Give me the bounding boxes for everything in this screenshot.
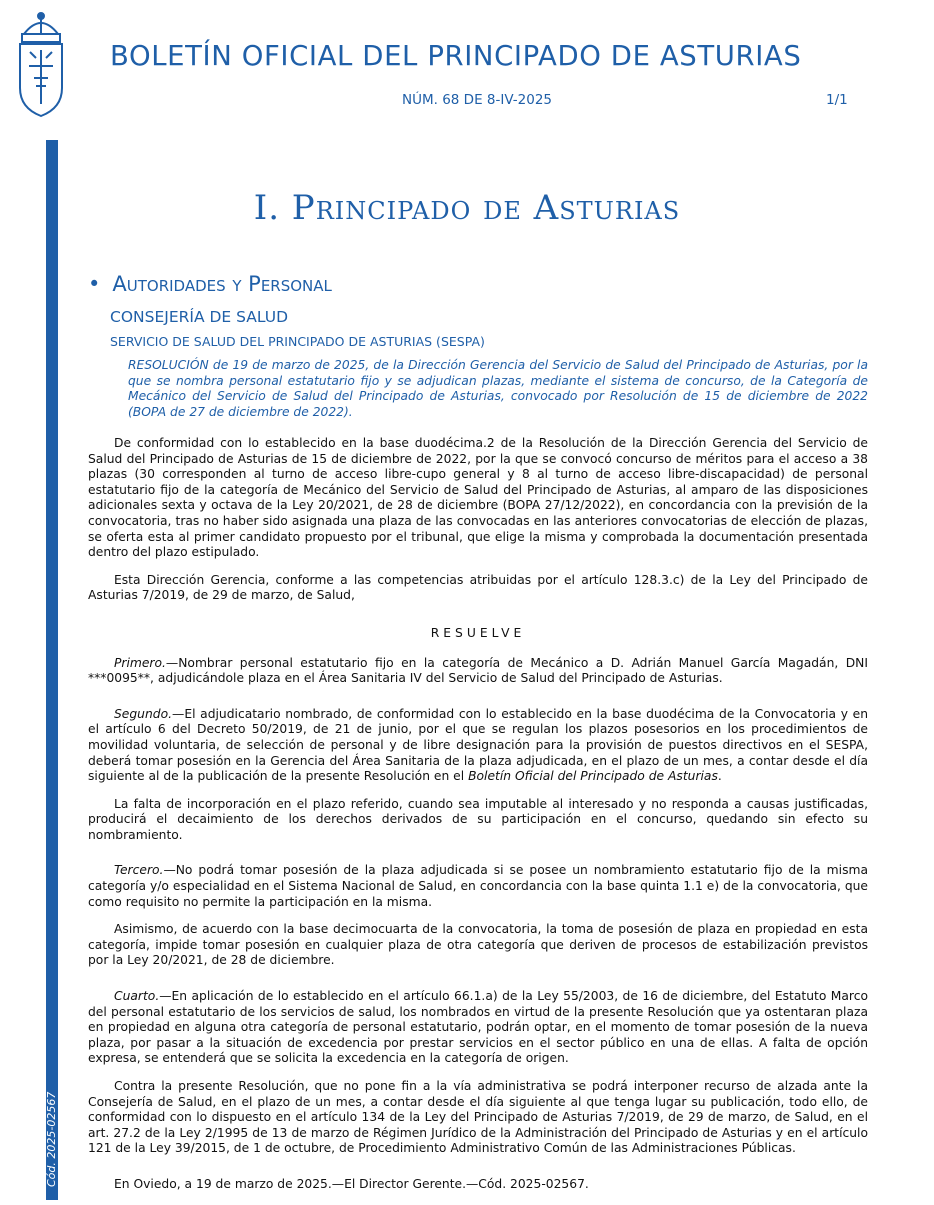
bulletin-masthead: BOLETÍN OFICIAL DEL PRINCIPADO DE ASTURIAS: [110, 40, 802, 72]
paragraph-primero: [88, 656, 868, 687]
paragraph-segundo: [88, 707, 868, 785]
document-body: [88, 436, 868, 1205]
journal-name: Boletín Oficial del Principado de Asturias: [468, 769, 718, 784]
side-band: [46, 140, 58, 1200]
primero-text: —Nombrar personal estatutario fijo en la categoría de Mecánico a D. Adrián Manuel García Magadán, DNI ***0095**, adjudicándole plaza en el Área Sanitaria IV del Servicio de Salud del Principado de Asturias.: [88, 655, 868, 686]
paragraph-cuarto: [88, 989, 868, 1067]
resolution-summary: RESOLUCIÓN de 19 de marzo de 2025, de la Dirección Gerencia del Servicio de Salud del Principado de Asturias, por la que se nombra personal estatutario fijo y se adjudican plazas, mediante el sistema de concurso, de la Categoría de Mecánico del Servicio de Salud del Principado de Asturias, convocado por Resolución de 15 de diciembre de 2022 (BOPA de 27 de diciembre de 2022).: [128, 358, 868, 420]
page-number: 1/1: [826, 92, 848, 108]
section-subheading: [88, 272, 332, 296]
paragraph-preamble: De conformidad con lo establecido en la base duodécima.2 de la Resolución de la Dirección Gerencia del Servicio de Salud del Principado de Asturias de 15 de diciembre de 2022, por la que se convocó concurso de méritos para el acceso a 38 plazas (30 corresponden al turno de acceso libre-cupo general y 8 al turno de acceso libre-discapacidad) de personal estatutario fijo de la categoría de Mecánico del Servicio de Salud del Principado de Asturias, al amparo de las disposiciones adicionales sexta y octava de la Ley 20/2021, de 28 de diciembre (BOPA 27/12/2022), en concordancia con la previsión de la convocatoria, tras no haber sido asignada una plaza de las convocadas en las anteriores convocatorias de elección de plazas, se oferta esta al primer candidato propuesto por el tribunal, que elige la misma y comprobada la documentación presentada dentro del plazo estipulado.: [88, 436, 868, 560]
issue-number: NÚM. 68 DE 8-IV-2025: [402, 92, 553, 108]
tercero-text: —No podrá tomar posesión de la plaza adjudicada si se posee un nombramiento estatutario fijo de la misma categoría y/o especialidad en el Sistema Nacional de Salud, en concordancia con la base quinta 1.1 e) de la convocatoria, que como requisito no permite la participación en la misma.: [88, 863, 868, 909]
resuelve-heading: RESUELVE: [430, 625, 526, 640]
cuarto-text: —En aplicación de lo establecido en el artículo 66.1.a) de la Ley 55/2003, de 16 de diciembre, del Estatuto Marco del personal estatutario de los servicios de salud, los nombrados en virtud de la presente Resolución que ya ostentaran plaza en propiedad en alguna otra categoría de personal estatutario, podrán optar, en el momento de tomar posesión de la nueva plaza, por pasar a la situación de excedencia por prestar servicios en el sector público en una de ellas. A falta de opción expresa, se entenderá que se solicita la excedencia en la categoría de origen.: [88, 989, 868, 1066]
bullet-icon: •: [88, 272, 101, 296]
segundo-text: —El adjudicatario nombrado, de conformidad con lo establecido en la base duodécima de la Convocatoria y en el artículo 6 del Decreto 50/2019, de 21 de junio, por el que se regulan los plazos posesorios en los procedimientos de movilidad voluntaria, de selección de personal y de libre designación para la provisión de puestos directivos en el SESPA, deberá tomar posesión en la Gerencia del Área Sanitaria de la plaza adjudicada, en el plazo de un mes, a contar desde el día siguiente al de la publicación de la presente Resolución en el: [88, 706, 868, 784]
primero-label: Primero.: [114, 655, 166, 670]
tercero-label: Tercero.: [114, 863, 164, 878]
section-title: I. Principado de Asturias: [253, 188, 681, 228]
coat-of-arms-logo: [12, 8, 70, 128]
paragraph-competence: Esta Dirección Gerencia, conforme a las competencias atribuidas por el artículo 128.3.c) de la Ley del Principado de Asturias 7/2019, de 29 de marzo, de Salud,: [88, 572, 868, 603]
service-name: SERVICIO DE SALUD DEL PRINCIPADO DE ASTURIAS (SESPA): [110, 334, 485, 349]
cuarto-label: Cuarto.: [114, 989, 160, 1004]
department-name: CONSEJERÍA DE SALUD: [110, 308, 289, 326]
subheading-text: Autoridades y Personal: [112, 272, 332, 296]
segundo-label: Segundo.: [114, 706, 173, 721]
segundo-end: .: [717, 769, 722, 784]
signature-line: En Oviedo, a 19 de marzo de 2025.—El Director Gerente.—Cód. 2025-02567.: [114, 1176, 589, 1191]
paragraph-contra: Contra la presente Resolución, que no pone fin a la vía administrativa se podrá interponer recurso de alzada ante la Consejería de Salud, en el plazo de un mes, a contar desde el día siguiente al que tenga lugar su publicación, todo ello, de conformidad con lo dispuesto en el artículo 134 de la Ley del Principado de Asturias 7/2019, de 29 de marzo, de Salud, en el art. 27.2 de la Ley 2/1995 de 13 de marzo de Régimen Jurídico de la Administración del Principado de Asturias y en el artículo 121 de la Ley 39/2015, de 1 de octubre, de Procedimiento Administrativo Común de las Administraciones Públicas.: [88, 1079, 868, 1156]
paragraph-falta: La falta de incorporación en el plazo referido, cuando sea imputable al interesado y no responda a causas justificadas, producirá el decaimiento de los derechos derivados de su participación en el concurso, quedando sin efecto su nombramiento.: [88, 796, 868, 842]
paragraph-tercero: [88, 863, 868, 910]
paragraph-asimismo: Asimismo, de acuerdo con la base decimocuarta de la convocatoria, la toma de posesión de plaza en propiedad en esta categoría, impide tomar posesión en cualquier plaza de otra categoría que deriven de procesos de estabilización previstos por la Ley 20/2021, de 28 de diciembre.: [88, 922, 868, 968]
side-code: Cód. 2025-02567: [45, 1091, 58, 1187]
